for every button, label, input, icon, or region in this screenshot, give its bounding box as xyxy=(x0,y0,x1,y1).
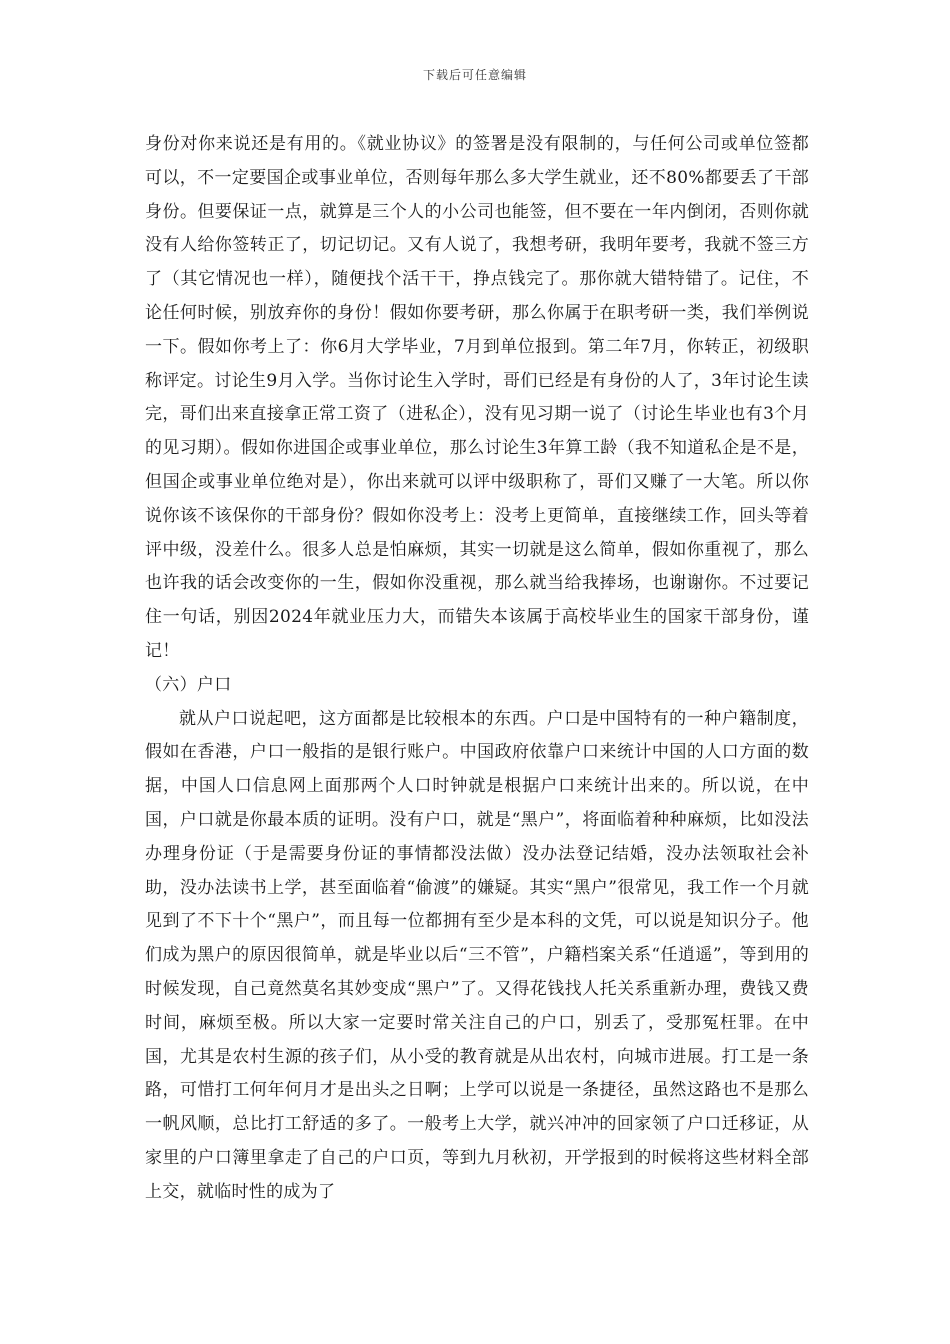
section-heading: （六）户口 xyxy=(145,674,232,695)
body-paragraph: 身份对你来说还是有用的。《就业协议》的签署是没有限制的，与任何公司或单位签都可以，不一定要国企或事业单位，否则每年那么多大学生就业，还不80%都要丢了干部身份。但要保证一点，就算是三个人的小公司也能签，但不要在一年内倒闭，否则你就没有人给你签转正了，切记切记。又有人说了，我想考研，我明年要考，我就不签三方了（其它情况也一样），随便找个活干干，挣点钱完了。那你就大错特错了。记住，不论任何时候，别放弃你的身份！假如你要考研，那么你属于在职考研一类，我们举例说一下。假如你考上了：你6月大学毕业，7月到单位报到。第二年7月，你转正，初级职称评定。讨论生9月入学。当你讨论生入学时，哥们已经是有身份的人了，3年讨论生读完，哥们出来直接拿正常工资了（进私企），没有见习期一说了（讨论生毕业也有3个月的见习期）。假如你进国企或事业单位，那么讨论生3年算工龄（我不知道私企是不是，但国企或事业单位绝对是），你出来就可以评中级职称了，哥们又赚了一大笔。所以你说你该不该保你的干部身份？假如你没考上：没考上更简单，直接继续工作，回头等着评中级，没差什么。很多人总是怕麻烦，其实一切就是这么简单，假如你重视了，那么也许我的话会改变你的一生，假如你没重视，那么就当给我捧场，也谢谢你。不过要记住一句话，别因2024年就业压力大，而错失本该属于高校毕业生的国家干部身份，谨记！ xyxy=(145,134,809,661)
page-header: 下载后可任意编辑 xyxy=(422,68,527,82)
body-paragraph: 就从户口说起吧，这方面都是比较根本的东西。户口是中国特有的一种户籍制度，假如在香港，户口一般指的是银行账户。中国政府依靠户口来统计中国的人口方面的数据，中国人口信息网上面那两个人口时钟就是根据户口来统计出来的。所以说，在中国，户口就是你最本质的证明。没有户口，就是“黑户”，将面临着种种麻烦，比如没法办理身份证（于是需要身份证的事情都没法做）没办法登记结婚，没办法领取社会补助，没办法读书上学，甚至面临着“偷渡”的嫌疑。其实“黑户”很常见，我工作一个月就见到了不下十个“黑户”，而且每一位都拥有至少是本科的文凭，可以说是知识分子。他们成为黑户的原因很简单，就是毕业以后“三不管”，户籍档案关系“任逍遥”，等到用的时候发现，自己竟然莫名其妙变成“黑户”了。又得花钱找人托关系重新办理，费钱又费时间，麻烦至极。所以大家一定要时常关注自己的户口，别丢了，受那冤枉罪。在中国，尤其是农村生源的孩子们，从小受的教育就是从出农村，向城市进展。打工是一条路，可惜打工何年何月才是出头之日啊；上学可以说是一条捷径，虽然这路也不是那么一帆风顺，总比打工舒适的多了。一般考上大学，就兴冲冲的回家领了户口迁移证，从家里的户口簿里拿走了自己的户口页，等到九月秋初，开学报到的时候将这些材料全部上交，就临时性的成为了 xyxy=(145,708,809,1202)
document-body xyxy=(145,128,809,1210)
